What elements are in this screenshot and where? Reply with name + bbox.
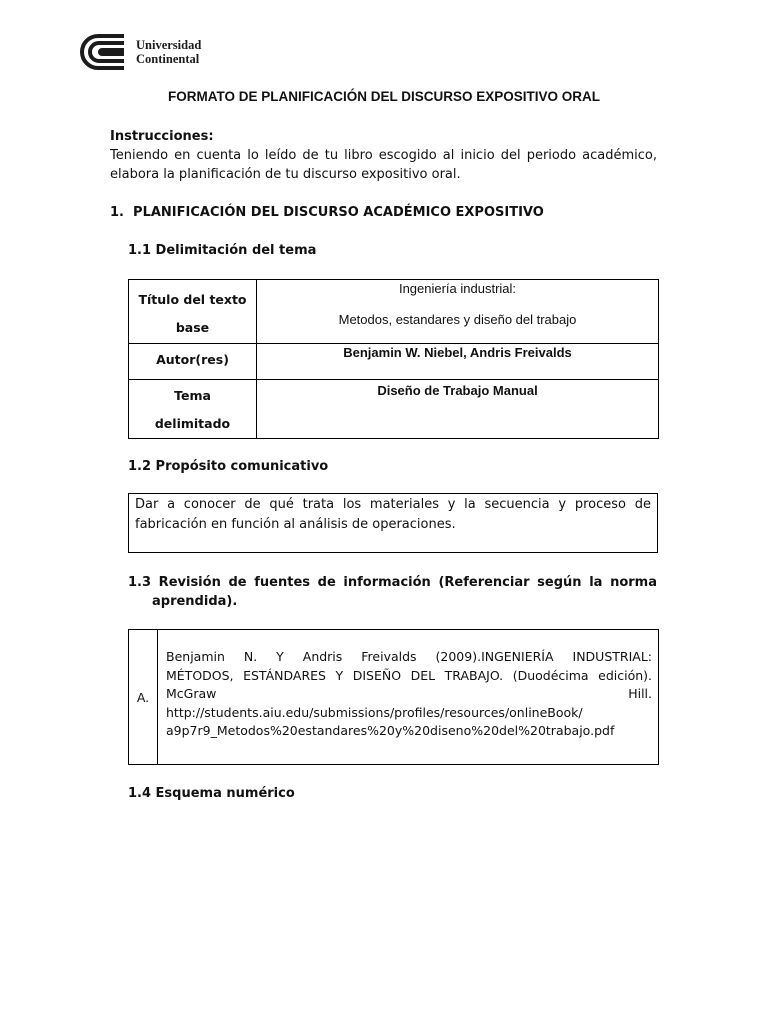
topic-label: Tema: [174, 388, 211, 403]
value-cell: [257, 380, 659, 439]
section-1-heading: 1. PLANIFICACIÓN DEL DISCURSO ACADÉMICO EXPOSITIVO: [110, 205, 544, 220]
base-title-label-cont: base: [175, 320, 210, 335]
label-cell: [129, 344, 257, 380]
label-cell: [129, 280, 257, 344]
continental-logo-icon: [80, 32, 128, 72]
table-row: [129, 380, 659, 439]
instructions-text: Teniendo en cuenta lo leído de tu libro escogido al inicio del periodo académico, elabora la planificación de tu discurso expositivo oral.: [110, 148, 657, 182]
value-cell: [257, 280, 659, 344]
reference-line-1: Benjamin N. Y Andris Freivalds (2009).INGENIERÍA INDUSTRIAL:: [166, 649, 652, 664]
table-row: [129, 280, 659, 344]
references-table: [128, 629, 659, 765]
reference-publisher-right: Hill.: [628, 686, 652, 701]
reference-line-3: [166, 685, 652, 704]
purpose-text: Dar a conocer de qué trata los materiales y la secuencia y proceso de fabricación en función al análisis de operaciones.: [135, 497, 651, 532]
topic-table: [128, 279, 659, 439]
table-row: [129, 344, 659, 380]
logo-wordmark: [136, 38, 201, 66]
subsection-1-3-heading-cont: aprendida).: [152, 594, 238, 609]
marker-cell: [129, 630, 158, 765]
instructions-heading: Instrucciones:: [110, 129, 214, 144]
reference-marker: A.: [136, 690, 150, 705]
author-label: Autor(res): [156, 352, 229, 367]
purpose-box: [128, 493, 658, 553]
reference-line-2: MÉTODOS, ESTÁNDARES Y DISEÑO DEL TRABAJO. (Duodécima edición).: [166, 667, 652, 683]
subsection-1-4-heading: 1.4 Esquema numérico: [128, 786, 295, 801]
reference-publisher-left: McGraw: [166, 686, 217, 701]
logo-line-1: Universidad: [136, 38, 202, 52]
topic-label-cont: delimitado: [154, 416, 231, 431]
logo-line-2: Continental: [136, 52, 200, 66]
reference-url-line-1: http://students.aiu.edu/submissions/profiles/resources/onlineBook/: [166, 704, 583, 720]
label-cell: [129, 380, 257, 439]
table-row: [129, 630, 659, 765]
document-title: FORMATO DE PLANIFICACIÓN DEL DISCURSO EXPOSITIVO ORAL: [167, 89, 601, 104]
university-logo: [80, 32, 201, 72]
base-title-value-cont: Metodos, estandares y diseño del trabajo: [338, 312, 577, 327]
base-title-label: Título del texto: [138, 292, 247, 307]
value-cell: [257, 344, 659, 380]
subsection-1-3-heading: 1.3 Revisión de fuentes de información (Referenciar según la norma: [128, 575, 657, 590]
author-value: Benjamin W. Niebel, Andris Freivalds: [343, 345, 572, 360]
reference-cell: [158, 630, 659, 765]
subsection-1-1-heading: 1.1 Delimitación del tema: [128, 243, 317, 258]
reference-url-line-2: a9p7r9_Metodos%20estandares%20y%20diseno%20del%20trabajo.pdf: [166, 723, 615, 738]
subsection-1-2-heading: 1.2 Propósito comunicativo: [128, 459, 329, 474]
base-title-value: Ingeniería industrial:: [398, 281, 517, 296]
topic-value: Diseño de Trabajo Manual: [377, 383, 538, 398]
